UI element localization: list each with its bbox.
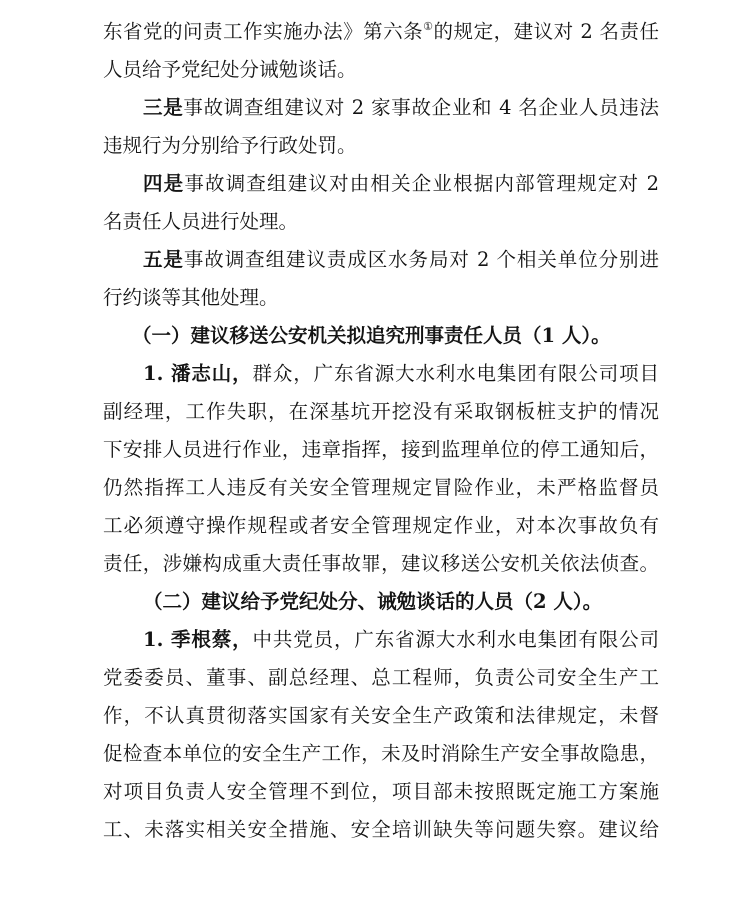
person-name: 1. 季根蔡，	[143, 628, 253, 651]
body-line: 副经理，工作失职，在深基坑开挖没有采取钢板桩支护的情况	[103, 400, 659, 423]
body-line	[143, 165, 659, 203]
body-line: 促检查本单位的安全生产工作，未及时消除生产安全事故隐患，	[103, 742, 659, 765]
body-line: 仍然指挥工人违反有关安全管理规定冒险作业，未严格监督员	[103, 476, 659, 499]
text-run: 行约谈等其他处理。	[103, 286, 279, 309]
text-run: 人员给予党纪处分诫勉谈话。	[103, 58, 357, 81]
body-line: 对项目负责人安全管理不到位，项目部未按照既定施工方案施	[103, 780, 659, 803]
body-line	[103, 13, 659, 51]
item-lead: 五是	[143, 248, 184, 271]
text-run: 的规定，建议对 2 名责任	[433, 20, 659, 43]
body-line	[143, 89, 659, 127]
body-line	[103, 203, 659, 241]
text-run: 中共党员，广东省源大水利水电集团有限公司	[252, 628, 659, 651]
body-line: 党委委员、董事、副总经理、总工程师，负责公司安全生产工	[103, 666, 659, 689]
section-heading-1: （一）建议移送公安机关拟追究刑事责任人员（1 人）。	[132, 324, 611, 347]
section-heading-2: （二）建议给予党纪处分、诫勉谈话的人员（2 人）。	[143, 590, 603, 613]
text-run: 事故调查组建议对由相关企业根据内部管理规定对 2	[184, 172, 659, 195]
body-line	[143, 621, 659, 659]
body-line	[103, 279, 659, 317]
body-line	[103, 51, 659, 89]
person-name: 1. 潘志山，	[143, 362, 253, 385]
item-lead: 三是	[143, 96, 184, 119]
text-run: 事故调查组建议对 2 家事故企业和 4 名企业人员违法	[183, 96, 659, 119]
text-run: 违规行为分别给予行政处罚。	[103, 134, 357, 157]
text-run: 群众，广东省源大水利水电集团有限公司项目	[252, 362, 659, 385]
body-line: 工、未落实相关安全措施、安全培训缺失等问题失察。建议给	[103, 818, 659, 841]
item-lead: 四是	[143, 172, 185, 195]
body-line: 责任，涉嫌构成重大责任事故罪，建议移送公安机关依法侦查。	[103, 552, 659, 575]
body-line: 作，不认真贯彻落实国家有关安全生产政策和法律规定，未督	[103, 704, 659, 727]
text-run: 事故调查组建议责成区水务局对 2 个相关单位分别进	[183, 248, 659, 271]
text-run: 名责任人员进行处理。	[103, 210, 299, 233]
body-line: 下安排人员进行作业，违章指挥，接到监理单位的停工通知后，	[103, 438, 659, 461]
body-line	[103, 127, 659, 165]
body-line: 工必须遵守操作规程或者安全管理规定作业，对本次事故负有	[103, 514, 659, 537]
body-line	[143, 355, 659, 393]
body-line	[143, 241, 659, 279]
text-run: 东省党的问责工作实施办法》第六条	[103, 20, 424, 43]
footnote-ref: ①	[423, 20, 434, 33]
